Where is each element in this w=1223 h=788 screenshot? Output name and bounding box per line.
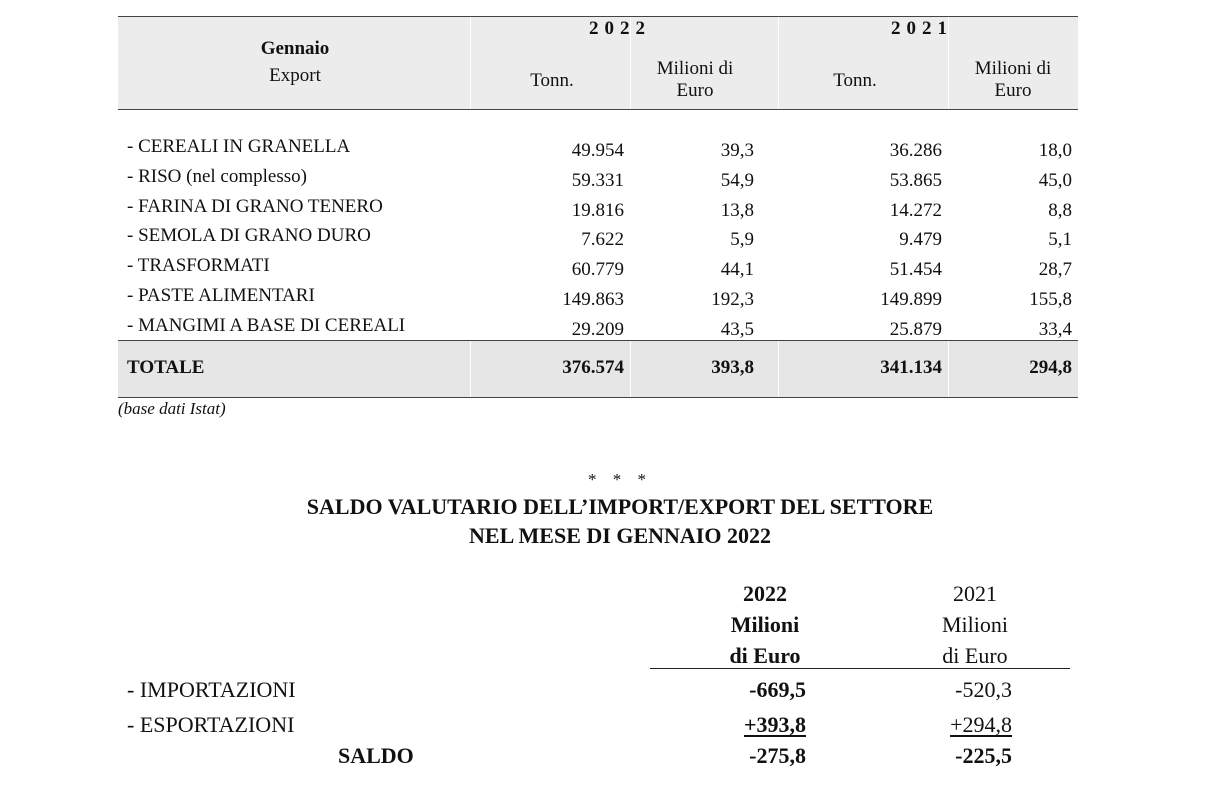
header-euro-2022: Milioni di Euro — [656, 58, 734, 101]
row-tonn-2021: 14.272 — [889, 199, 942, 221]
total-separator — [470, 341, 471, 397]
header-month: Gennaio — [260, 38, 330, 59]
row-euro-2022: 39,3 — [720, 140, 754, 161]
row-tonn-2022: 29.209 — [571, 318, 624, 340]
row-euro-2021: 33,4 — [1038, 318, 1072, 340]
header-year-2021: 2021 — [891, 18, 953, 39]
total-separator — [778, 341, 779, 397]
row-euro-2021: 28,7 — [1038, 259, 1072, 281]
balance-saldo-2021: -225,5 — [955, 743, 1012, 768]
total-euro-2022: 393,8 — [711, 357, 754, 378]
row-label: - SEMOLA DI GRANO DURO — [127, 225, 371, 247]
row-euro-2021: 18,0 — [1038, 140, 1072, 161]
section-divider-stars: * * * — [588, 470, 652, 489]
row-euro-2022: 192,3 — [711, 289, 754, 310]
row-tonn-2022: 7.622 — [581, 229, 624, 251]
total-tonn-2022: 376.574 — [562, 357, 624, 378]
balance-exports-2022: +393,8 — [743, 712, 806, 737]
balance-saldo-label: SALDO — [338, 743, 414, 768]
row-tonn-2021: 9.479 — [899, 229, 942, 251]
row-label: - MANGIMI A BASE DI CEREALI — [127, 314, 406, 336]
header-separator — [778, 17, 779, 109]
section-title-line2: NEL MESE DI GENNAIO 2022 — [469, 523, 771, 548]
header-tonn-2021: Tonn. — [833, 70, 877, 91]
balance-col-header-2022: 2022 Milioni di Euro — [729, 581, 801, 668]
row-tonn-2022: 149.863 — [562, 289, 624, 310]
row-euro-2022: 54,9 — [720, 169, 754, 191]
row-tonn-2022: 19.816 — [571, 199, 624, 221]
header-tonn-2022: Tonn. — [530, 70, 574, 91]
total-label: TOTALE — [127, 357, 205, 378]
row-label: - PASTE ALIMENTARI — [127, 285, 315, 306]
header-separator — [470, 17, 471, 109]
balance-imports-2022: -669,5 — [749, 677, 806, 702]
header-flow: Export — [269, 65, 321, 86]
balance-row-label-exports: - ESPORTAZIONI — [127, 712, 295, 737]
total-separator — [948, 341, 949, 397]
balance-col-header-2021: 2021 Milioni di Euro — [941, 581, 1008, 668]
row-euro-2021: 155,8 — [1029, 289, 1072, 310]
section-title-line1: SALDO VALUTARIO DELL’IMPORT/EXPORT DEL SETTORE — [306, 494, 934, 519]
balance-saldo-2022: -275,8 — [749, 743, 806, 768]
row-label: - FARINA DI GRANO TENERO — [127, 195, 383, 217]
row-label: - CEREALI IN GRANELLA — [127, 136, 351, 157]
row-euro-2022: 43,5 — [720, 318, 754, 340]
balance-header-rule — [650, 668, 1070, 669]
balance-row-label-imports: - IMPORTAZIONI — [127, 677, 296, 702]
total-tonn-2021: 341.134 — [880, 357, 942, 378]
row-tonn-2021: 53.865 — [889, 169, 942, 191]
row-euro-2021: 45,0 — [1038, 169, 1072, 191]
row-tonn-2022: 49.954 — [571, 140, 624, 161]
row-euro-2022: 5,9 — [730, 229, 754, 251]
row-tonn-2021: 36.286 — [889, 140, 942, 161]
header-euro-2021: Milioni di Euro — [974, 58, 1052, 101]
row-tonn-2022: 59.331 — [571, 169, 624, 191]
row-tonn-2021: 51.454 — [889, 259, 942, 281]
row-tonn-2022: 60.779 — [571, 259, 624, 281]
source-note: (base dati Istat) — [118, 399, 226, 418]
row-euro-2022: 44,1 — [720, 259, 754, 281]
row-tonn-2021: 149.899 — [880, 289, 942, 310]
row-label: - TRASFORMATI — [127, 255, 270, 277]
header-year-2022: 2022 — [589, 18, 651, 39]
total-separator — [630, 341, 631, 397]
balance-imports-2021: -520,3 — [955, 677, 1012, 702]
row-euro-2022: 13,8 — [720, 199, 754, 221]
row-tonn-2021: 25.879 — [889, 318, 942, 340]
total-euro-2021: 294,8 — [1029, 357, 1072, 378]
row-euro-2021: 8,8 — [1048, 199, 1072, 221]
row-label: - RISO (nel complesso) — [127, 165, 307, 187]
balance-exports-2021: +294,8 — [950, 712, 1012, 737]
row-euro-2021: 5,1 — [1048, 229, 1072, 251]
